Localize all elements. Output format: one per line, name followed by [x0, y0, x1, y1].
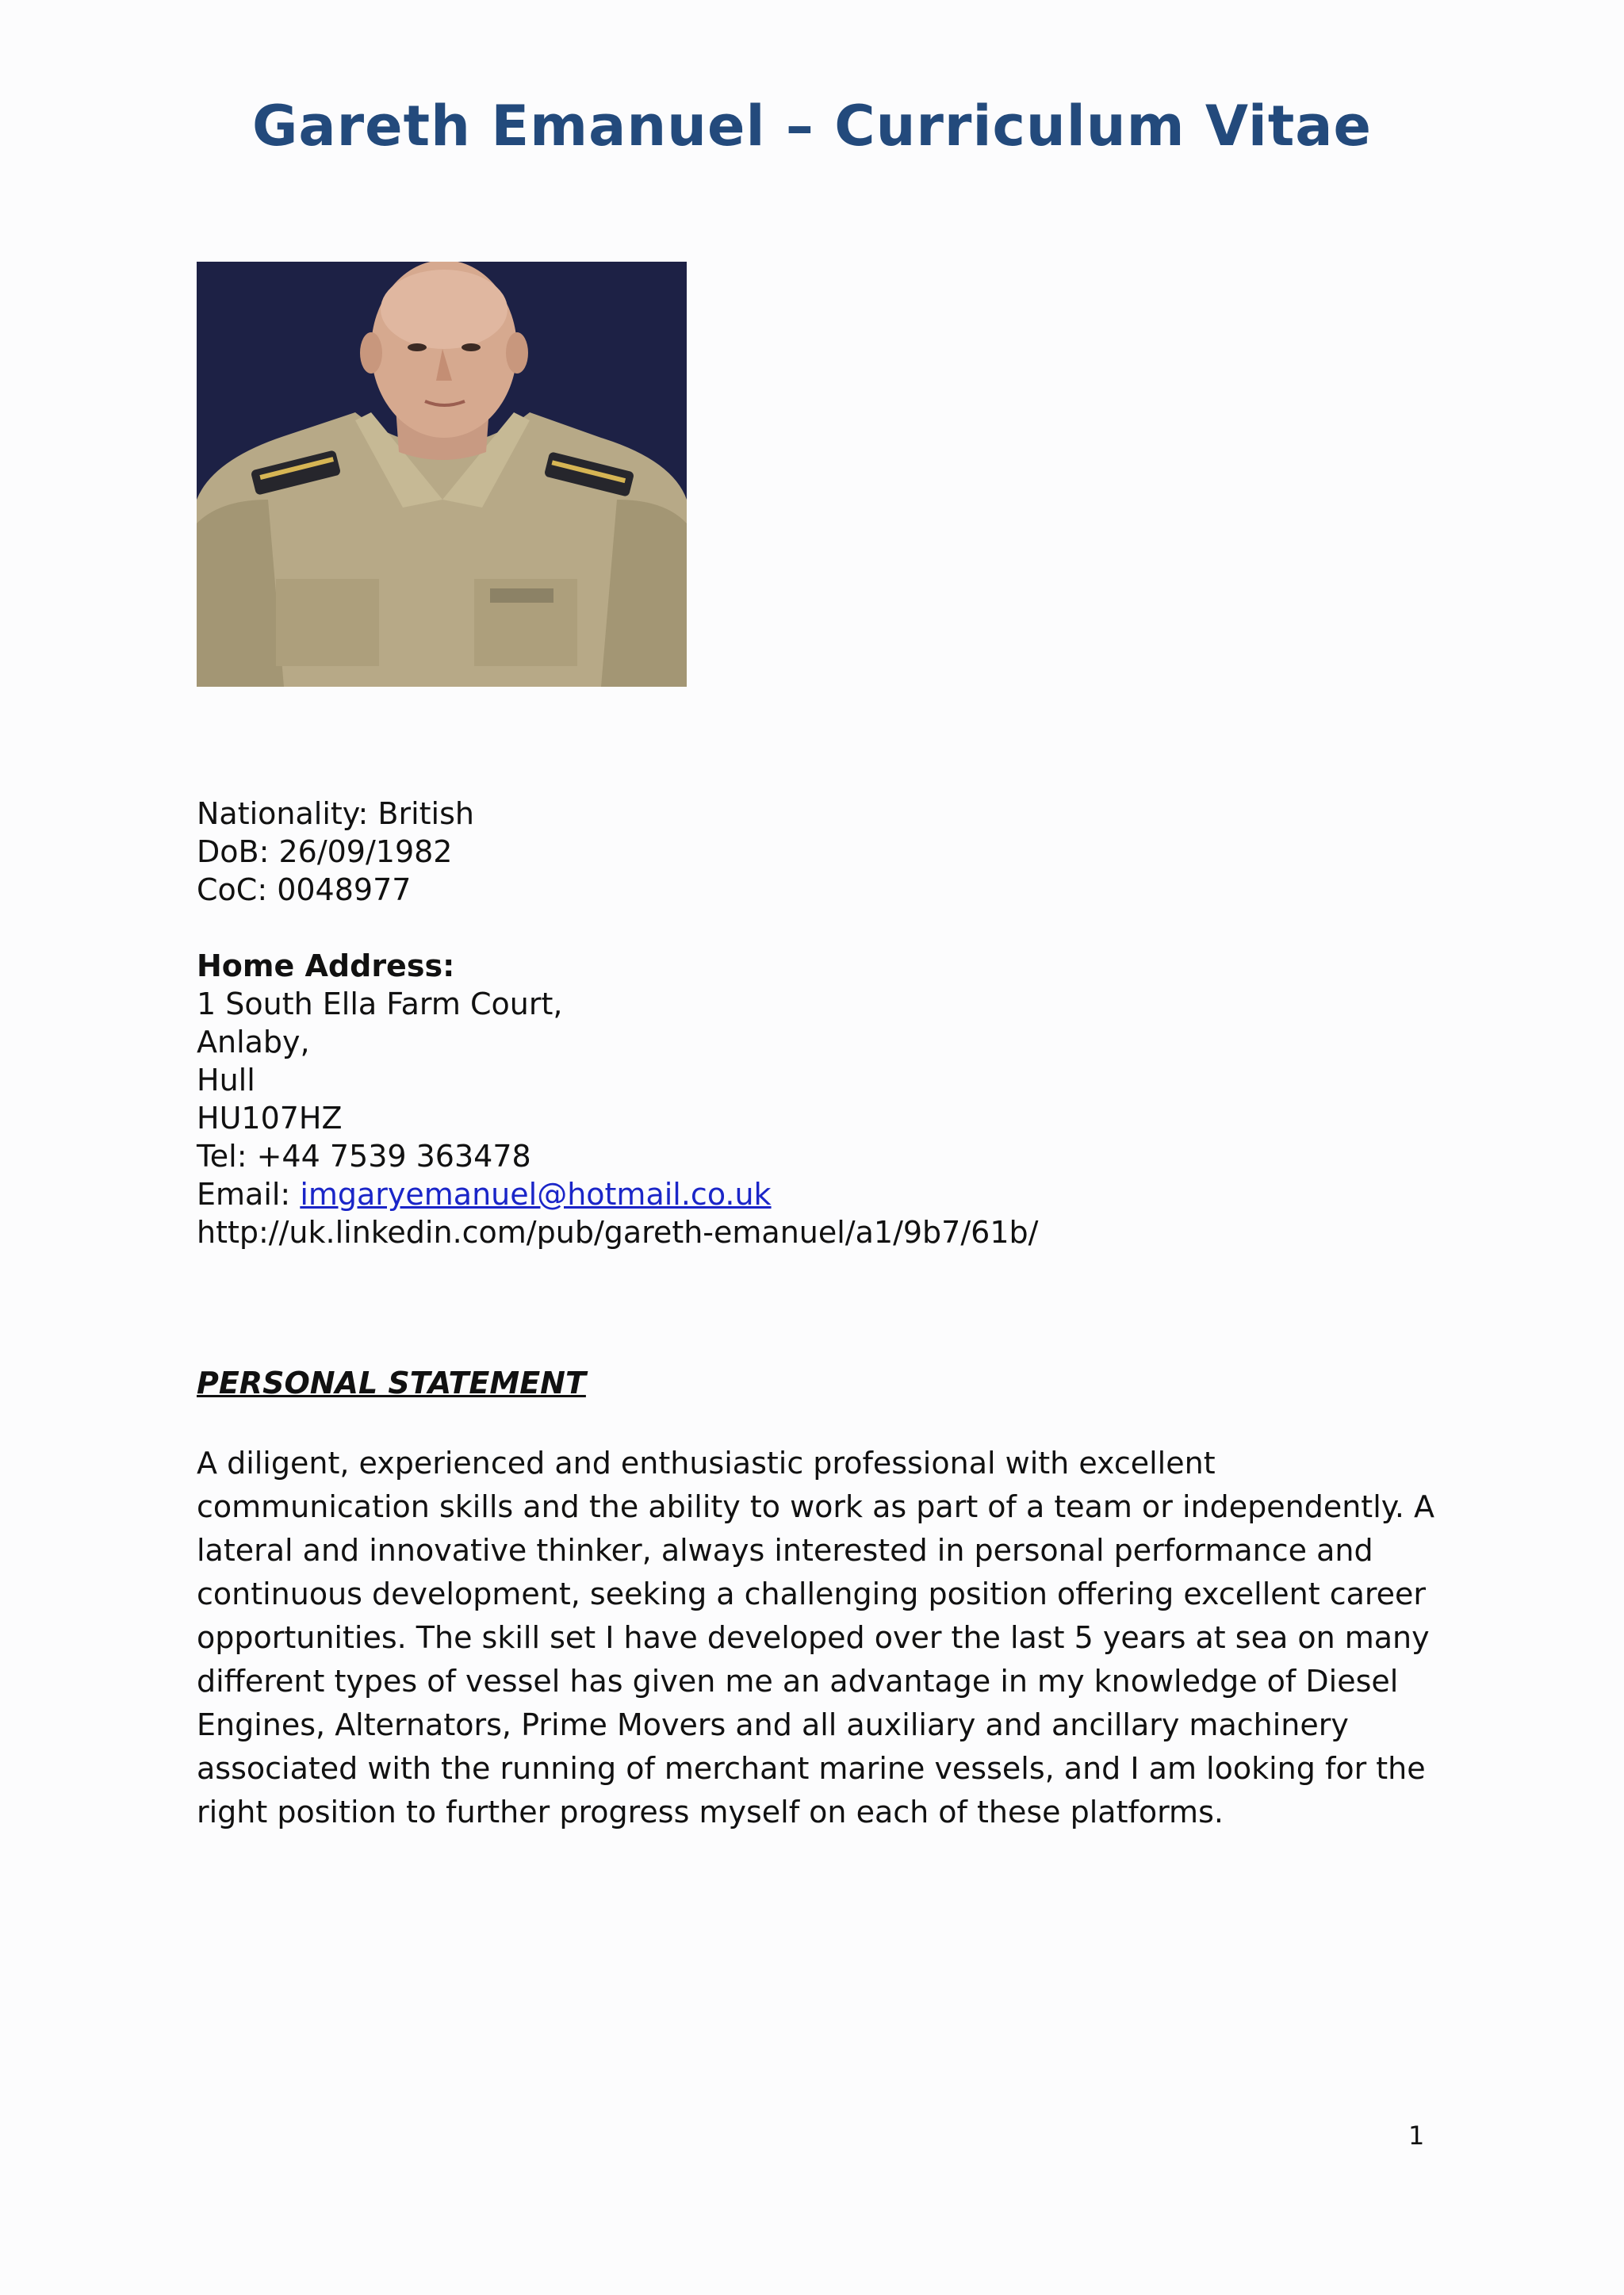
- email-label: Email:: [197, 1177, 301, 1212]
- address-line: HU107HZ: [197, 1101, 343, 1136]
- statement-line: associated with the running of merchant marine vessels, and I am looking for the: [197, 1751, 1426, 1786]
- statement-line: A diligent, experienced and enthusiastic professional with excellent: [197, 1446, 1216, 1481]
- personal-statement-body: [197, 1442, 1434, 1834]
- statement-line: communication skills and the ability to work as part of a team or independently. A: [197, 1489, 1434, 1524]
- address-line: Hull: [197, 1063, 255, 1098]
- personal-details: [197, 795, 1465, 1251]
- address-line: 1 South Ella Farm Court,: [197, 987, 563, 1021]
- address-line: Anlaby,: [197, 1025, 310, 1059]
- page-number: 1: [1408, 2121, 1425, 2151]
- page-title: Gareth Emanuel – Curriculum Vitae: [251, 94, 1373, 159]
- telephone: Tel: +44 7539 363478: [197, 1139, 531, 1174]
- profile-photo: [197, 262, 687, 687]
- statement-line: different types of vessel has given me an advantage in my knowledge of Diesel: [197, 1664, 1399, 1699]
- spacer: [197, 909, 1465, 947]
- personal-statement-heading: PERSONAL STATEMENT: [197, 1366, 586, 1400]
- email-row: [197, 1175, 1465, 1213]
- portrait-photo-icon: [197, 262, 687, 687]
- statement-line: opportunities. The skill set I have developed over the last 5 years at sea on many: [197, 1620, 1430, 1655]
- linkedin-url: http://uk.linkedin.com/pub/gareth-emanuel/a1/9b7/61b/: [197, 1215, 1039, 1250]
- statement-line: continuous development, seeking a challenging position offering excellent career: [197, 1577, 1427, 1611]
- home-address-heading: Home Address:: [197, 948, 455, 983]
- email-link[interactable]: imgaryemanuel@hotmail.co.uk: [300, 1177, 772, 1212]
- coc-number: CoC: 0048977: [197, 872, 412, 907]
- nationality: Nationality: British: [197, 796, 474, 831]
- statement-line: right position to further progress myself on each of these platforms.: [197, 1795, 1224, 1829]
- statement-line: lateral and innovative thinker, always interested in personal performance and: [197, 1533, 1373, 1568]
- statement-line: Engines, Alternators, Prime Movers and all auxiliary and ancillary machinery: [197, 1707, 1349, 1742]
- date-of-birth: DoB: 26/09/1982: [197, 834, 453, 869]
